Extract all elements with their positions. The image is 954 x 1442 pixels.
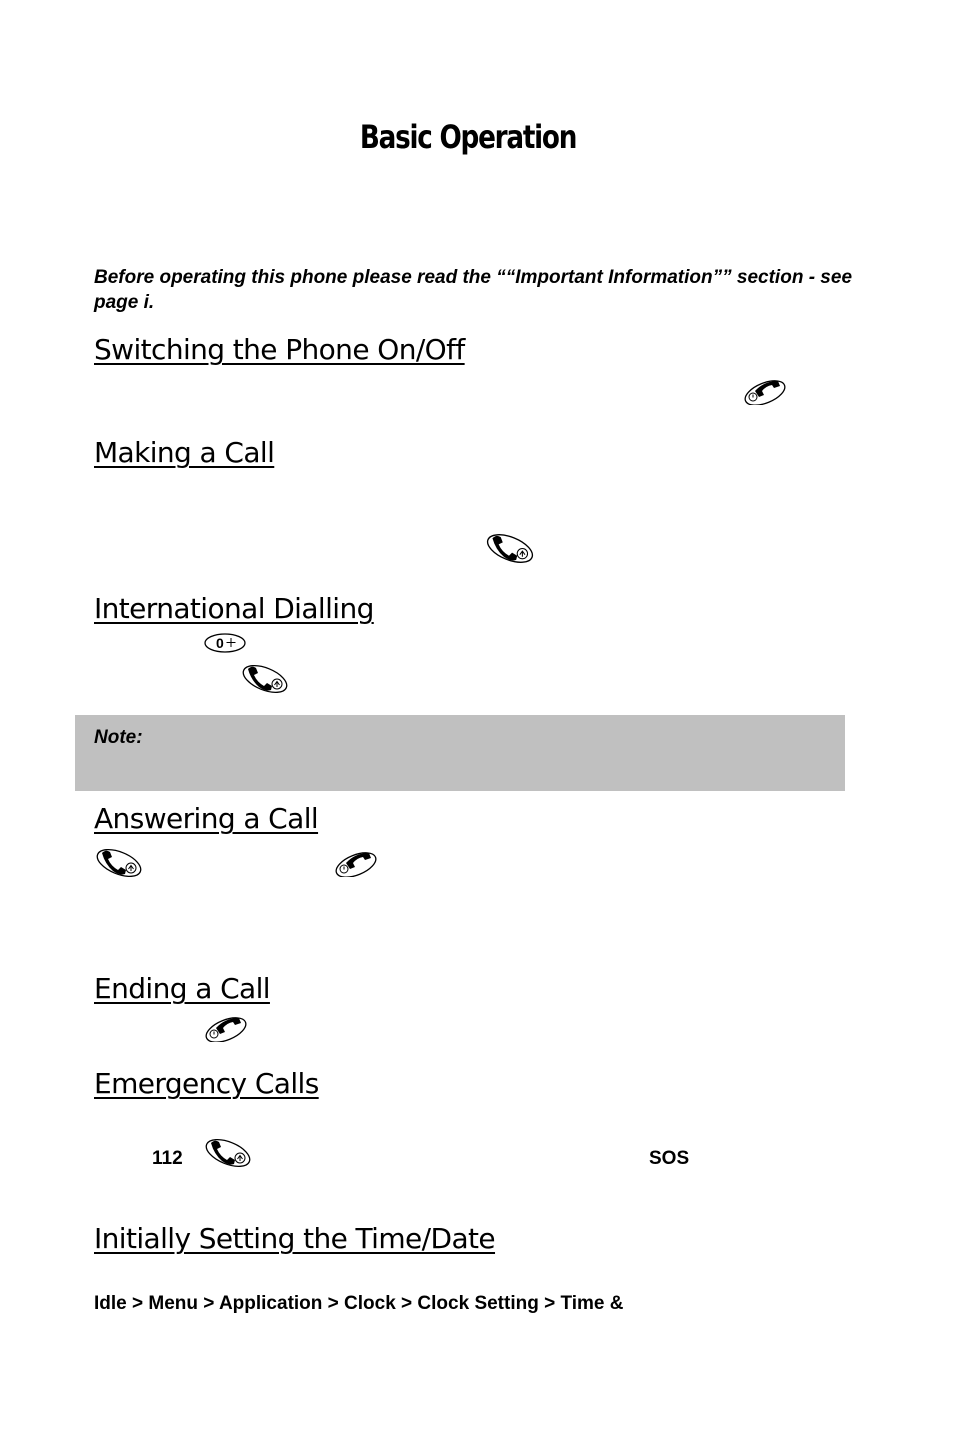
page-title: Basic Operation xyxy=(359,118,577,156)
zero-plus-key-icon xyxy=(203,632,247,654)
note-box xyxy=(75,715,845,791)
send-call-key-icon xyxy=(240,663,290,695)
end-power-key-icon xyxy=(742,377,788,405)
heading-making-call: Making a Call xyxy=(94,436,275,469)
intro-text: Before operating this phone please read the ““Important Information”” section - see page i. xyxy=(94,267,853,313)
send-call-key-icon xyxy=(94,847,144,879)
menu-path: Idle > Menu > Application > Clock > Clock Setting > Time & xyxy=(94,1293,624,1314)
emergency-number: 112 xyxy=(152,1148,183,1169)
note-label: Note: xyxy=(94,727,143,748)
send-call-key-icon xyxy=(203,1137,253,1169)
heading-ending: Ending a Call xyxy=(94,972,270,1005)
send-call-key-icon xyxy=(484,532,536,565)
end-power-key-icon xyxy=(333,849,379,877)
heading-international: International Dialling xyxy=(94,592,374,625)
heading-emergency: Emergency Calls xyxy=(94,1067,319,1100)
heading-time-date: Initially Setting the Time/Date xyxy=(94,1222,496,1255)
heading-switching: Switching the Phone On/Off xyxy=(94,333,465,366)
sos-label: SOS xyxy=(649,1148,690,1169)
heading-answering: Answering a Call xyxy=(94,802,319,835)
end-power-key-icon xyxy=(203,1014,249,1042)
